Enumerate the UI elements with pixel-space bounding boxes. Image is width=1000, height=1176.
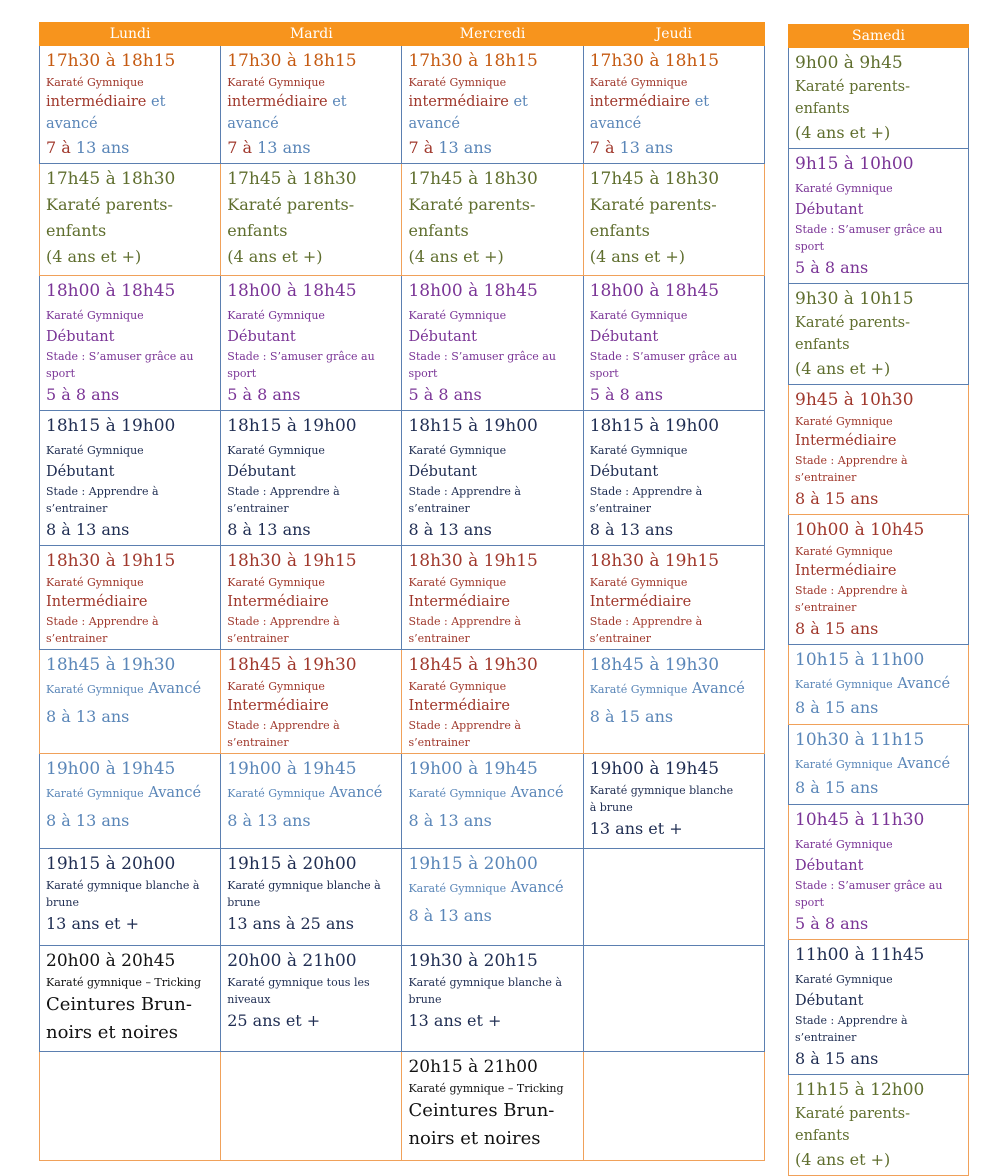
slot-subtitle: Karaté Gymnique — [795, 182, 893, 195]
slot-age: 8 à 13 ans — [46, 811, 130, 830]
slot-lundi-empty — [40, 1052, 221, 1161]
slot-stade: Stade : S’amuser grâce au sport — [795, 223, 943, 253]
slot-jeudi-1830 — [583, 546, 764, 650]
slot-level: Avancé — [510, 880, 564, 896]
slot-time: 17h45 à 18h30 — [227, 169, 357, 189]
slot-level-line — [46, 678, 214, 700]
slot-age-prefix: 7 à — [589, 138, 620, 157]
day-header-row — [40, 23, 765, 46]
slot-time: 18h00 à 18h45 — [589, 281, 720, 301]
sat-row-0945 — [789, 385, 969, 515]
sat-slot-0900 — [789, 48, 969, 149]
slot-lundi-1845 — [40, 650, 221, 754]
slot-age-prefix: 7 à — [46, 138, 76, 157]
slot-description: Karaté gymnique – Tricking — [408, 1082, 564, 1095]
slot-level-line — [46, 91, 214, 135]
slot-age: 8 à 13 ans — [589, 520, 674, 539]
slot-subtitle: Karaté Gymnique — [227, 787, 325, 800]
slot-level-line — [227, 91, 395, 135]
schedule-row-1815 — [40, 411, 765, 546]
header-jeudi: Jeudi — [583, 23, 764, 46]
slot-age: 8 à 13 ans — [408, 520, 492, 539]
slot-time: 17h45 à 18h30 — [46, 169, 176, 189]
slot-age: 8 à 15 ans — [795, 778, 879, 797]
slot-mercredi-1900 — [402, 754, 583, 849]
slot-time: 19h00 à 19h45 — [227, 759, 357, 779]
slot-mercredi-1745 — [402, 164, 583, 276]
slot-time: 10h45 à 11h30 — [795, 810, 925, 830]
slot-level: Intermédiaire — [46, 594, 148, 610]
slot-age: 8 à 13 ans — [408, 906, 492, 925]
slot-mercredi-1815 — [402, 411, 583, 546]
slot-subtitle: Karaté Gymnique — [795, 545, 893, 558]
slot-mardi-1900 — [221, 754, 402, 849]
slot-subtitle: Karaté Gymnique — [795, 838, 893, 851]
slot-time: 19h15 à 20h00 — [227, 854, 357, 874]
slot-age: (4 ans et +) — [227, 247, 323, 266]
slot-subtitle: Karaté Gymnique — [46, 683, 144, 696]
slot-time: 18h30 à 19h15 — [46, 551, 176, 571]
slot-level: Intermédiaire — [795, 563, 897, 579]
slot-level-extra: et avancé — [227, 94, 347, 132]
slot-time: 20h00 à 21h00 — [227, 951, 357, 971]
header-mardi: Mardi — [221, 23, 402, 46]
slot-time: 17h30 à 18h15 — [408, 51, 538, 71]
slot-subtitle: Karaté Gymnique — [46, 787, 144, 800]
slot-time: 17h45 à 18h30 — [408, 169, 538, 189]
slot-time: 18h15 à 19h00 — [227, 416, 357, 436]
slot-level: Avancé — [148, 681, 202, 697]
slot-activity-cont: enfants — [227, 221, 288, 240]
slot-time: 19h15 à 20h00 — [408, 854, 538, 874]
slot-level: intermédiaire — [227, 94, 328, 110]
slot-age: (4 ans et +) — [408, 247, 504, 266]
slot-level: Débutant — [46, 464, 115, 480]
slot-stade: Stade : Apprendre à s’entrainer — [795, 584, 908, 614]
slot-subtitle: Karaté Gymnique — [589, 683, 688, 696]
slot-lundi-1815 — [40, 411, 221, 546]
slot-age: 13 ans et + — [408, 1011, 502, 1030]
slot-age: (4 ans et +) — [795, 359, 891, 378]
sat-row-1045 — [789, 805, 969, 940]
slot-level: Intermédiaire — [795, 433, 897, 449]
slot-lundi-1730 — [40, 46, 221, 164]
slot-stade: Stade : Apprendre à s’entrainer — [46, 615, 159, 645]
slot-age: 8 à 13 ans — [46, 520, 130, 539]
slot-age: 8 à 15 ans — [795, 1049, 879, 1068]
slot-level-line — [408, 877, 576, 899]
slot-stade: Stade : S’amuser grâce au sport — [589, 350, 738, 380]
slot-level-line — [408, 782, 576, 804]
slot-subtitle: Karaté Gymnique — [227, 444, 325, 457]
slot-age-prefix: 7 à — [408, 138, 439, 157]
slot-level: Avancé — [897, 756, 951, 772]
slot-mercredi-1930 — [402, 946, 583, 1052]
slot-mardi-2000 — [221, 946, 402, 1052]
sat-slot-1030 — [789, 725, 969, 805]
slot-mercredi-2015 — [402, 1052, 583, 1161]
slot-description: Karaté gymnique tous les niveaux — [227, 976, 370, 1006]
slot-stade: Stade : S’amuser grâce au sport — [227, 350, 375, 380]
slot-mercredi-1830 — [402, 546, 583, 650]
slot-level: Intermédiaire — [227, 698, 329, 714]
slot-level-line — [795, 177, 962, 221]
slot-time: 10h30 à 11h15 — [795, 730, 925, 750]
slot-mardi-1730 — [221, 46, 402, 164]
slot-level-line — [795, 968, 962, 1012]
sat-row-1100 — [789, 940, 969, 1075]
slot-time: 18h15 à 19h00 — [408, 416, 538, 436]
slot-jeudi-1730 — [583, 46, 764, 164]
slot-level-line — [408, 304, 576, 348]
slot-level-line — [795, 833, 962, 877]
slot-age-line — [590, 135, 758, 161]
schedule-row-2000 — [40, 946, 765, 1052]
slot-level: Avancé — [148, 785, 202, 801]
slot-jeudi-1800 — [583, 276, 764, 411]
slot-jeudi-1900 — [583, 754, 764, 849]
slot-belts-cont: noirs et noires — [408, 1128, 541, 1149]
slot-age-line — [46, 135, 214, 161]
slot-time: 9h30 à 10h15 — [795, 289, 914, 309]
schedule-row-2015 — [40, 1052, 765, 1161]
slot-time: 18h00 à 18h45 — [408, 281, 538, 301]
slot-subtitle: Karaté Gymnique — [46, 309, 144, 322]
slot-age: (4 ans et +) — [795, 123, 891, 142]
slot-subtitle: Karaté Gymnique — [589, 576, 688, 589]
slot-subtitle: Karaté Gymnique — [589, 309, 688, 322]
sat-slot-0915 — [789, 149, 969, 284]
slot-age-line — [408, 135, 576, 161]
slot-activity-cont: enfants — [46, 221, 107, 240]
slot-lundi-2000 — [40, 946, 221, 1052]
slot-activity: Karaté parents- — [408, 195, 536, 214]
slot-level: intermédiaire — [408, 94, 509, 110]
slot-time: 11h15 à 12h00 — [795, 1080, 925, 1100]
schedule-row-1800 — [40, 276, 765, 411]
slot-subtitle: Karaté Gymnique — [589, 444, 688, 457]
slot-level-line — [46, 439, 214, 483]
slot-age: 13 ans — [438, 138, 492, 157]
slot-level: Débutant — [408, 329, 477, 345]
slot-subtitle: Karaté Gymnique — [795, 973, 893, 986]
slot-level: intermédiaire — [589, 94, 691, 110]
slot-subtitle: Karaté Gymnique — [408, 576, 507, 589]
slot-time: 9h45 à 10h30 — [795, 390, 914, 410]
slot-time: 17h30 à 18h15 — [227, 51, 357, 71]
schedule-row-1915 — [40, 849, 765, 946]
slot-age: 13 ans à 25 ans — [227, 914, 354, 933]
slot-mardi-1830 — [221, 546, 402, 650]
slot-activity: Karaté parents- — [46, 195, 173, 214]
slot-time: 18h30 à 19h15 — [227, 551, 357, 571]
header-lundi: Lundi — [40, 23, 221, 46]
weekday-schedule-table — [39, 22, 765, 1161]
slot-level: Avancé — [692, 681, 745, 697]
slot-level-extra: et avancé — [589, 94, 710, 132]
sat-slot-1000 — [789, 515, 969, 645]
slot-age: 13 ans — [257, 138, 311, 157]
slot-level-line — [227, 439, 395, 483]
slot-age: 5 à 8 ans — [227, 385, 301, 404]
header-samedi: Samedi — [789, 25, 969, 48]
slot-level: Débutant — [408, 464, 477, 480]
slot-time: 11h00 à 11h45 — [795, 945, 925, 965]
slot-level-line — [227, 782, 395, 804]
sat-slot-0945 — [789, 385, 969, 515]
slot-mercredi-1845 — [402, 650, 583, 754]
slot-subtitle: Karaté Gymnique — [408, 76, 507, 89]
slot-age: 25 ans et + — [227, 1011, 321, 1030]
slot-level-line — [590, 91, 758, 135]
slot-stade: Stade : Apprendre à s’entrainer — [589, 485, 703, 515]
saturday-header-row — [789, 25, 969, 48]
slot-stade: Stade : Apprendre à s’entrainer — [589, 615, 703, 645]
slot-activity: Karaté parents-enfants — [795, 1106, 911, 1144]
slot-level: Débutant — [227, 464, 296, 480]
slot-lundi-1830 — [40, 546, 221, 650]
slot-level: Débutant — [795, 202, 864, 218]
slot-age: 8 à 13 ans — [408, 811, 492, 830]
slot-mardi-1845 — [221, 650, 402, 754]
slot-level: Débutant — [46, 329, 115, 345]
slot-subtitle: Karaté Gymnique — [795, 678, 893, 691]
slot-age: (4 ans et +) — [46, 247, 142, 266]
slot-level: Avancé — [510, 785, 564, 801]
slot-age: 8 à 13 ans — [46, 707, 130, 726]
slot-age: 5 à 8 ans — [46, 385, 120, 404]
slot-subtitle: Karaté Gymnique — [408, 680, 507, 693]
slot-jeudi-empty-1 — [583, 849, 764, 946]
slot-subtitle: Karaté Gymnique — [46, 444, 144, 457]
slot-stade: Stade : S’amuser grâce au sport — [795, 879, 943, 909]
slot-time: 9h15 à 10h00 — [795, 154, 914, 174]
slot-jeudi-1845 — [583, 650, 764, 754]
slot-lundi-1745 — [40, 164, 221, 276]
slot-jeudi-empty-2 — [583, 946, 764, 1052]
slot-time: 17h30 à 18h15 — [46, 51, 176, 71]
sat-row-1115 — [789, 1075, 969, 1176]
slot-time: 18h45 à 19h30 — [408, 655, 538, 675]
slot-subtitle: Karaté Gymnique — [227, 576, 325, 589]
slot-age: 8 à 13 ans — [227, 520, 311, 539]
slot-stade: Stade : Apprendre à s’entrainer — [408, 485, 521, 515]
slot-level-line — [46, 304, 214, 348]
slot-level: Intermédiaire — [408, 698, 510, 714]
slot-age: 13 ans et + — [589, 819, 683, 838]
slot-time: 18h45 à 19h30 — [46, 655, 176, 675]
slot-stade: Stade : S’amuser grâce au sport — [408, 350, 556, 380]
slot-time: 18h00 à 18h45 — [227, 281, 357, 301]
slot-time: 19h00 à 19h45 — [408, 759, 538, 779]
slot-age: (4 ans et +) — [589, 247, 685, 266]
slot-level-line — [795, 673, 962, 695]
schedule-row-1745 — [40, 164, 765, 276]
slot-level: Débutant — [795, 858, 864, 874]
slot-level: Intermédiaire — [408, 594, 510, 610]
sat-row-0915 — [789, 149, 969, 284]
slot-time: 10h15 à 11h00 — [795, 650, 925, 670]
slot-age: 8 à 15 ans — [795, 619, 879, 638]
slot-time: 17h30 à 18h15 — [589, 51, 720, 71]
slot-level-extra: et avancé — [408, 94, 528, 132]
slot-level: Avancé — [329, 785, 383, 801]
slot-level: Avancé — [897, 676, 951, 692]
slot-description: Karaté gymnique blanche à brune — [227, 879, 381, 909]
slot-level: Débutant — [227, 329, 296, 345]
slot-activity: Karaté parents- — [589, 195, 717, 214]
slot-stade: Stade : Apprendre à s’entrainer — [46, 485, 159, 515]
schedule-row-1900 — [40, 754, 765, 849]
schedule-row-1830 — [40, 546, 765, 650]
slot-description: Karaté gymnique blanche à brune — [589, 784, 734, 814]
slot-time: 17h45 à 18h30 — [589, 169, 720, 189]
slot-belts: Ceintures Brun- — [46, 994, 192, 1015]
slot-jeudi-1815 — [583, 411, 764, 546]
sat-slot-1100 — [789, 940, 969, 1075]
sat-row-1030 — [789, 725, 969, 805]
slot-subtitle: Karaté Gymnique — [795, 415, 893, 428]
slot-level: intermédiaire — [46, 94, 147, 110]
saturday-schedule-table — [788, 24, 969, 1176]
slot-subtitle: Karaté Gymnique — [227, 76, 325, 89]
sat-slot-1015 — [789, 645, 969, 725]
slot-level: Débutant — [589, 464, 659, 480]
slot-lundi-1800 — [40, 276, 221, 411]
slot-activity-cont: enfants — [408, 221, 469, 240]
slot-subtitle: Karaté Gymnique — [408, 309, 507, 322]
slot-age: 5 à 8 ans — [795, 258, 869, 277]
sat-slot-0930 — [789, 284, 969, 385]
slot-age: 8 à 13 ans — [227, 811, 311, 830]
slot-time: 20h00 à 20h45 — [46, 951, 176, 971]
slot-subtitle: Karaté Gymnique — [408, 787, 507, 800]
slot-age: 8 à 15 ans — [795, 698, 879, 717]
slot-mardi-1815 — [221, 411, 402, 546]
slot-time: 18h45 à 19h30 — [227, 655, 357, 675]
sat-slot-1045 — [789, 805, 969, 940]
slot-level-line — [46, 782, 214, 804]
slot-level-line — [795, 753, 962, 775]
slot-subtitle: Karaté Gymnique — [227, 680, 325, 693]
slot-time: 18h30 à 19h15 — [408, 551, 538, 571]
slot-level-line — [408, 439, 576, 483]
slot-stade: Stade : Apprendre à s’entrainer — [795, 1014, 908, 1044]
slot-activity: Karaté parents-enfants — [795, 315, 911, 353]
slot-level: Débutant — [795, 993, 864, 1009]
slot-stade: Stade : Apprendre à s’entrainer — [227, 719, 340, 749]
sat-row-1015 — [789, 645, 969, 725]
slot-stade: Stade : S’amuser grâce au sport — [46, 350, 194, 380]
slot-mardi-1800 — [221, 276, 402, 411]
slot-age: 13 ans — [75, 138, 130, 157]
slot-description: Karaté gymnique blanche à brune — [408, 976, 562, 1006]
slot-level: Intermédiaire — [227, 594, 329, 610]
schedule-row-1730 — [40, 46, 765, 164]
sat-row-0930 — [789, 284, 969, 385]
slot-subtitle: Karaté Gymnique — [227, 309, 325, 322]
slot-level-line — [408, 91, 576, 135]
slot-age: (4 ans et +) — [795, 1150, 891, 1169]
slot-stade: Stade : Apprendre à s’entrainer — [408, 719, 521, 749]
schedule-row-1845 — [40, 650, 765, 754]
header-mercredi: Mercredi — [402, 23, 583, 46]
sat-slot-1115 — [789, 1075, 969, 1176]
slot-description: Karaté gymnique blanche à brune — [46, 879, 200, 909]
slot-jeudi-1745 — [583, 164, 764, 276]
slot-mardi-1745 — [221, 164, 402, 276]
slot-level-line — [590, 678, 758, 700]
slot-level: Intermédiaire — [589, 594, 692, 610]
slot-age: 13 ans et + — [46, 914, 139, 933]
slot-subtitle: Karaté Gymnique — [46, 576, 144, 589]
slot-time: 10h00 à 10h45 — [795, 520, 925, 540]
slot-time: 19h30 à 20h15 — [408, 951, 538, 971]
slot-jeudi-empty-3 — [583, 1052, 764, 1161]
slot-lundi-1915 — [40, 849, 221, 946]
slot-lundi-1900 — [40, 754, 221, 849]
slot-subtitle: Karaté Gymnique — [589, 76, 688, 89]
slot-mardi-1915 — [221, 849, 402, 946]
slot-age: 5 à 8 ans — [795, 914, 869, 933]
slot-subtitle: Karaté Gymnique — [408, 444, 507, 457]
slot-time: 18h15 à 19h00 — [589, 416, 720, 436]
sat-row-0900 — [789, 48, 969, 149]
slot-level-line — [590, 304, 758, 348]
slot-stade: Stade : Apprendre à s’entrainer — [227, 485, 340, 515]
slot-time: 20h15 à 21h00 — [408, 1057, 538, 1077]
slot-subtitle: Karaté Gymnique — [795, 758, 893, 771]
slot-level-line — [590, 439, 758, 483]
slot-time: 19h00 à 19h45 — [589, 759, 720, 779]
slot-subtitle: Karaté Gymnique — [46, 76, 144, 89]
slot-time: 9h00 à 9h45 — [795, 53, 903, 73]
slot-level-extra: et avancé — [46, 94, 166, 132]
slot-description: Karaté gymnique – Tricking — [46, 976, 202, 989]
slot-age-prefix: 7 à — [227, 138, 258, 157]
slot-mercredi-1915 — [402, 849, 583, 946]
slot-belts-cont: noirs et noires — [46, 1022, 179, 1043]
slot-subtitle: Karaté Gymnique — [408, 882, 507, 895]
slot-stade: Stade : Apprendre à s’entrainer — [408, 615, 521, 645]
slot-age-line — [227, 135, 395, 161]
slot-age: 8 à 15 ans — [795, 489, 879, 508]
slot-time: 18h00 à 18h45 — [46, 281, 176, 301]
slot-mercredi-1800 — [402, 276, 583, 411]
slot-activity-cont: enfants — [589, 221, 650, 240]
slot-time: 18h30 à 19h15 — [589, 551, 720, 571]
slot-belts: Ceintures Brun- — [408, 1100, 555, 1121]
slot-age: 5 à 8 ans — [589, 385, 663, 404]
slot-level-line — [227, 304, 395, 348]
slot-activity: Karaté parents-enfants — [795, 79, 911, 117]
slot-stade: Stade : Apprendre à s’entrainer — [227, 615, 340, 645]
slot-level: Débutant — [589, 329, 659, 345]
sat-row-1000 — [789, 515, 969, 645]
slot-time: 18h45 à 19h30 — [589, 655, 720, 675]
slot-time: 19h00 à 19h45 — [46, 759, 176, 779]
slot-age: 8 à 15 ans — [589, 707, 674, 726]
slot-age: 5 à 8 ans — [408, 385, 482, 404]
slot-mercredi-1730 — [402, 46, 583, 164]
slot-age: 13 ans — [619, 138, 674, 157]
slot-stade: Stade : Apprendre à s’entrainer — [795, 454, 908, 484]
slot-mardi-empty — [221, 1052, 402, 1161]
slot-time: 19h15 à 20h00 — [46, 854, 176, 874]
slot-activity: Karaté parents- — [227, 195, 355, 214]
slot-time: 18h15 à 19h00 — [46, 416, 176, 436]
